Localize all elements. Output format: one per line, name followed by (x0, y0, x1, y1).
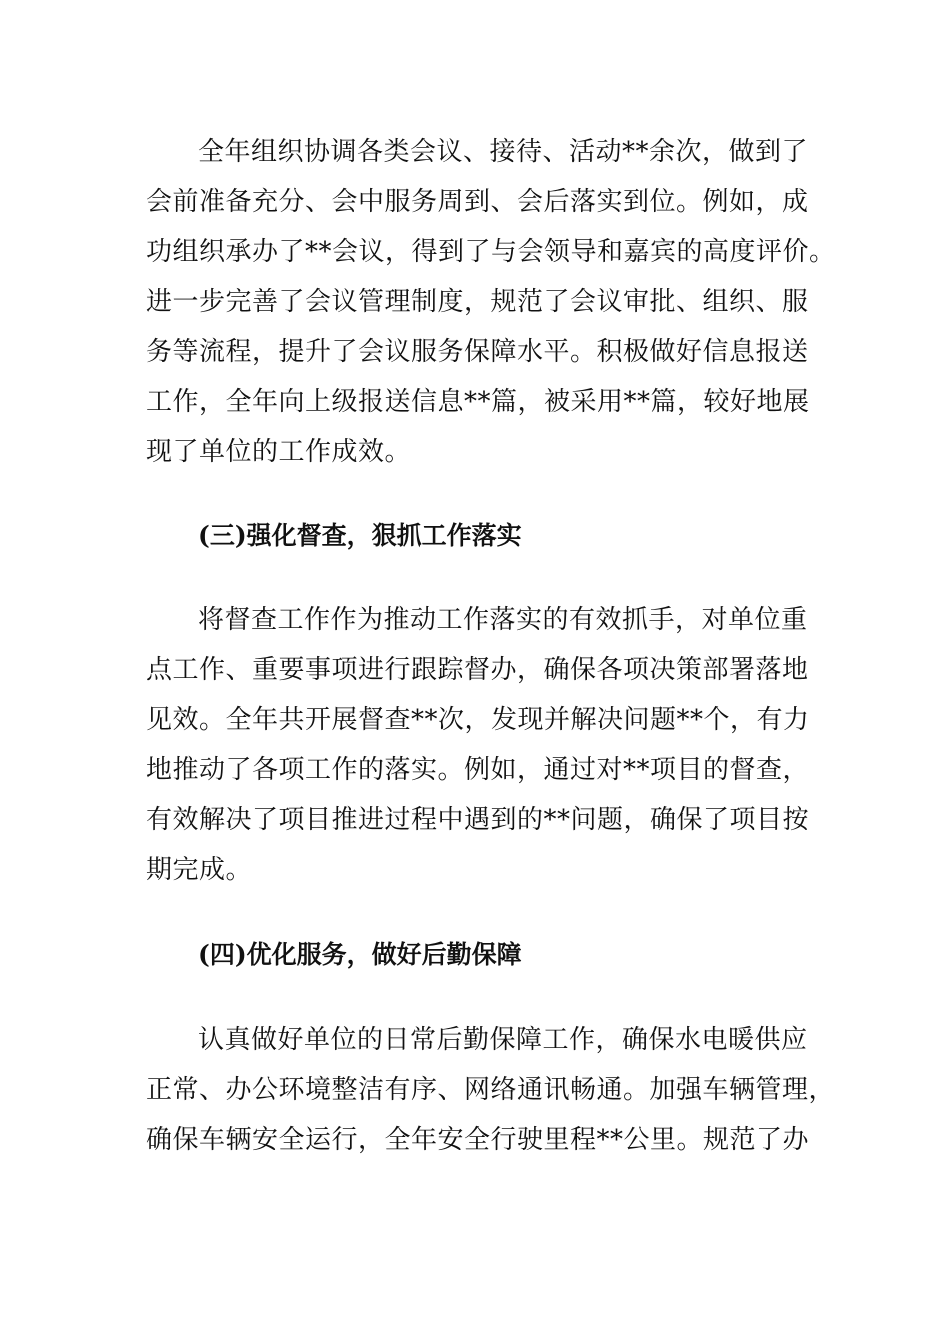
text-line: 期完成。 (146, 855, 253, 885)
text-line: 地推动了各项工作的落实。例如，通过对**项目的督查， (146, 755, 810, 785)
text-line: 功组织承办了**会议，得到了与会领导和嘉宾的高度评价。 (146, 237, 836, 267)
text-line: 确保车辆安全运行，全年安全行驶里程**公里。规范了办 (146, 1125, 810, 1155)
text-line: 正常、办公环境整洁有序、网络通讯畅通。加强车辆管理， (146, 1075, 836, 1105)
text-line: 会前准备充分、会中服务周到、会后落实到位。例如，成 (146, 187, 809, 217)
text-line: 点工作、重要事项进行跟踪督办，确保各项决策部署落地 (146, 655, 809, 685)
text-line: 将督查工作作为推动工作落实的有效抓手，对单位重 (198, 605, 808, 635)
text-line: 工作，全年向上级报送信息**篇，被采用**篇，较好地展 (146, 387, 810, 417)
text-line: 认真做好单位的日常后勤保障工作，确保水电暖供应 (198, 1025, 808, 1055)
section-heading-logistics: (四)优化服务，做好后勤保障 (198, 940, 522, 969)
text-line: 见效。全年共开展督查**次，发现并解决问题**个，有力 (146, 705, 810, 735)
section-heading-supervision: (三)强化督查，狠抓工作落实 (198, 521, 522, 550)
text-line: 现了单位的工作成效。 (146, 437, 412, 467)
text-line: 全年组织协调各类会议、接待、活动**余次，做到了 (198, 137, 809, 167)
text-line: 有效解决了项目推进过程中遇到的**问题，确保了项目按 (146, 805, 810, 835)
text-line: 进一步完善了会议管理制度，规范了会议审批、组织、服 (146, 287, 809, 317)
text-line: 务等流程，提升了会议服务保障水平。积极做好信息报送 (146, 337, 809, 367)
